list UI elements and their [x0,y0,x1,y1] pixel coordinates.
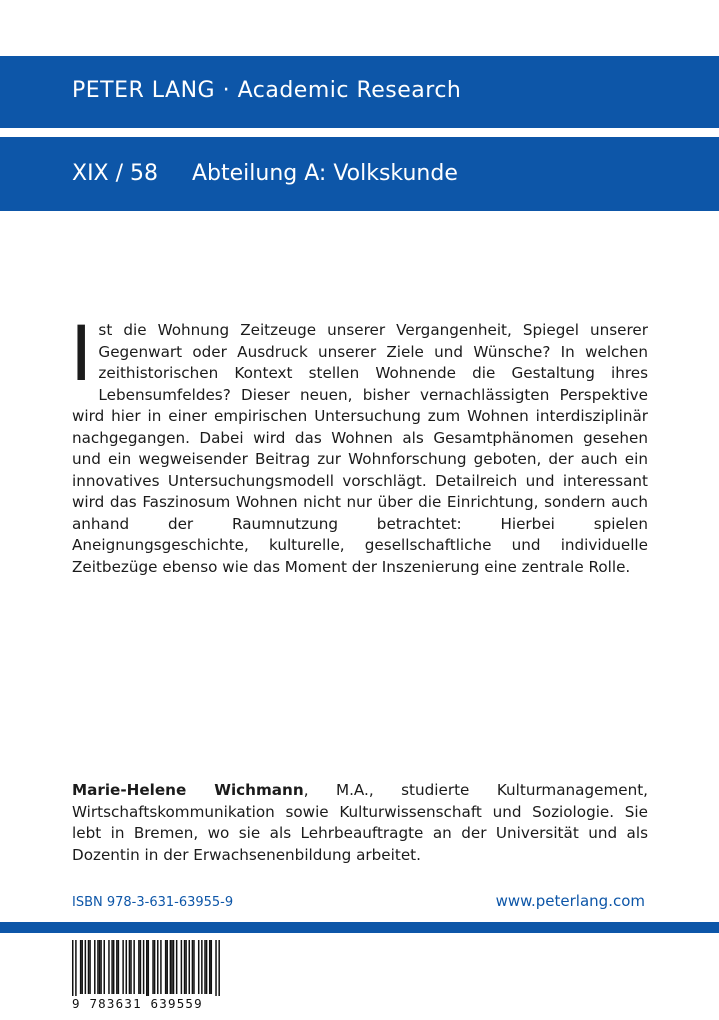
publisher-banner [0,56,719,128]
barcode-bar [72,940,74,996]
barcode-bar [171,940,173,994]
barcode-bars [72,940,220,996]
barcode-bar [218,940,220,996]
barcode-bar [111,940,113,994]
barcode-bar [75,940,77,996]
barcode-bar [165,940,167,994]
barcode-bar [99,940,101,994]
barcode-bar [209,940,211,994]
barcode-bar [181,940,183,994]
barcode-bar [118,940,120,994]
barcode-bar [100,940,102,994]
barcode-bar [185,940,187,994]
barcode-bar [204,940,206,994]
barcode-bar [152,940,154,994]
barcode-bar [143,940,145,994]
footer-rule [0,922,719,933]
barcode-bar [211,940,213,994]
barcode-bar [85,940,87,994]
author-name: Marie-Helene Wichmann [72,781,304,799]
barcode-bar [81,940,83,994]
barcode-bar [173,940,175,994]
drop-cap: I [70,309,93,398]
barcode-bar [129,940,131,994]
barcode-bar [154,940,156,994]
barcode-bar [160,940,162,994]
barcode-bar [126,940,128,994]
barcode-bar [184,940,186,994]
barcode-bar [103,940,105,994]
barcode-bar [140,940,142,994]
barcode [72,940,220,1014]
barcode-bar [189,940,191,994]
barcode-bar [170,940,172,994]
barcode-bar [201,940,203,994]
barcode-bar [97,940,99,994]
barcode-bar [122,940,124,994]
barcode-bar [80,940,82,994]
description-text: st die Wohnung Zeitzeuge unserer Vergangenheit, Spiegel unserer Gegenwart oder Ausdruck unserer Ziele und Wünsche? In welchen zeithistorischen Kontext stellen Wohnende die Gestaltung ihres Lebensumfeldes? Dieser neuen, bisher vernachlässigten Perspektive wird hier in einer empirischen Untersuchung zum Wohnen interdisziplinär nachgegangen. Dabei wird das Wohnen als Gesamtphänomen gesehen und ein wegweisender Beitrag zur Wohnforschung geboten, der auch ein innovatives Untersuchungsmodell vorschlägt. Detailreich und interessant wird das Faszinosum Wohnen nicht nur über die Einrichtung, sondern auch anhand der Raumnutzung betrachtet: Hierbei spielen Aneignungsgeschichte, kulturelle, gesellschaftliche und individuelle Zeitbezüge ebenso wie das Moment der Inszenierung eine zentrale Rolle. [72,321,648,576]
barcode-bar [94,940,96,994]
barcode-bar [198,940,200,994]
barcode-bar [108,940,110,994]
barcode-bar [113,940,115,994]
barcode-bar [138,940,140,994]
barcode-bar [206,940,208,994]
book-description [70,309,648,578]
publisher-url-link[interactable]: www.peterlang.com [495,892,645,910]
barcode-digits: 9 783631 639559 [72,996,203,1011]
series-banner [0,137,719,211]
barcode-bar [157,940,159,994]
barcode-bar [116,940,118,994]
barcode-bar [146,940,148,996]
barcode-bar [166,940,168,994]
barcode-bar [176,940,178,994]
author-bio-text: , M.A., studierte Kulturmanagement, Wirtschaftskommunikation sowie Kulturwissenschaft und Soziologie. Sie lebt in Bremen, wo sie als Lehrbeauftragte an der Universität und als Dozentin in der Erwachsenenbildung arbeitet. [72,781,648,864]
barcode-bar [89,940,91,994]
barcode-bar [148,940,150,996]
barcode-bar [193,940,195,994]
barcode-bar [133,940,135,994]
barcode-bar [215,940,217,996]
isbn-label: ISBN 978-3-631-63955-9 [72,895,234,910]
series-number: XIX / 58 [72,161,159,186]
author-bio [72,780,648,866]
barcode-bar [130,940,132,994]
barcode-bar [88,940,90,994]
barcode-bar [192,940,194,994]
series-department: Abteilung A: Volkskunde [192,161,458,186]
publisher-line: PETER LANG · Academic Research [72,78,462,103]
